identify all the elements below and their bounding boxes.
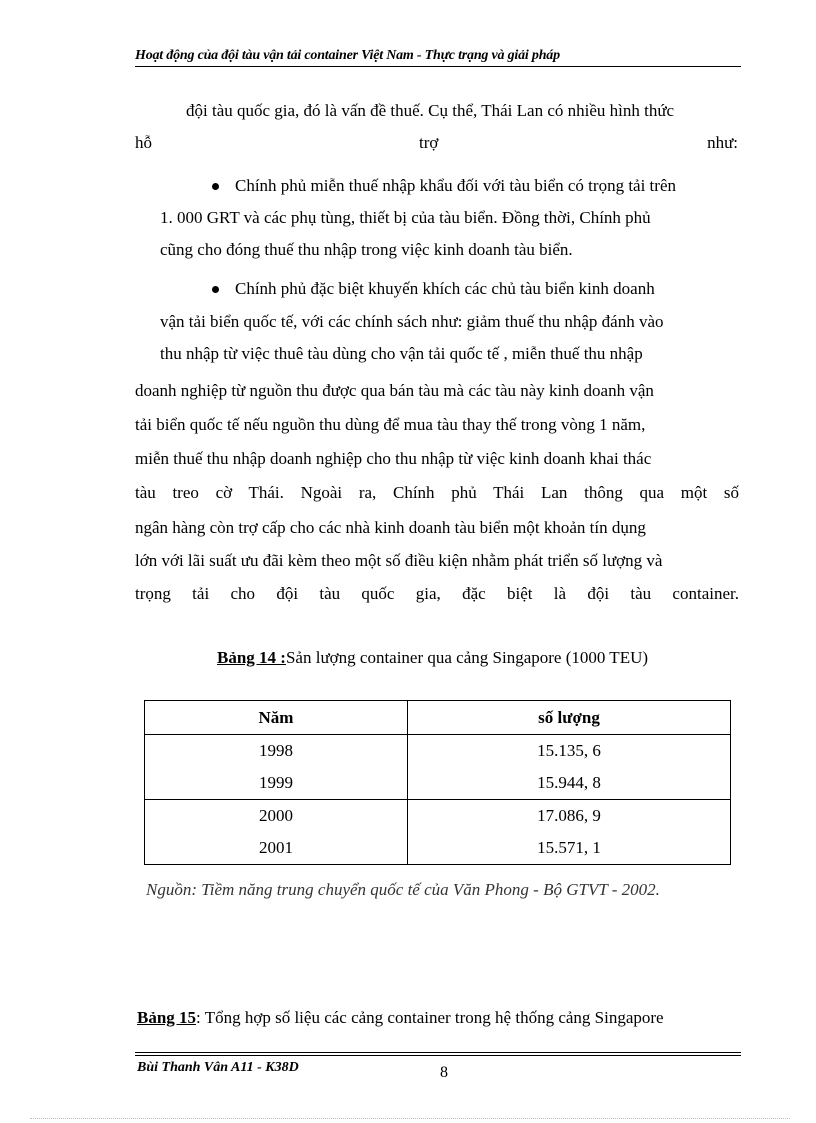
table-row xyxy=(145,735,731,768)
footer-rule xyxy=(135,1055,741,1056)
intro-word: trợ xyxy=(419,133,439,152)
table14-label: Bảng 14 : xyxy=(217,648,286,667)
bullet2-line-2: vận tải biển quốc tế, với các chính sách như: giảm thuế thu nhập đánh vào xyxy=(160,312,664,331)
table-cell: 1999 xyxy=(145,767,408,800)
body-line-7: trọng tải cho đội tàu quốc gia, đặc biệt là đội tàu container. xyxy=(135,584,739,603)
bullet1-line-2: 1. 000 GRT và các phụ tùng, thiết bị của tàu biển. Đồng thời, Chính phủ xyxy=(160,208,651,227)
intro-line-1: đội tàu quốc gia, đó là vấn đề thuế. Cụ thể, Thái Lan có nhiều hình thức xyxy=(186,101,675,120)
body-line-3: miễn thuế thu nhập doanh nghiệp cho thu nhập từ việc kinh doanh khai thác xyxy=(135,449,652,468)
table-cell: 15.944, 8 xyxy=(408,767,731,800)
body-line-2: tải biển quốc tế nếu nguồn thu dùng để mua tàu thay thế trong vòng 1 năm, xyxy=(135,415,646,434)
table-cell: 17.086, 9 xyxy=(408,800,731,833)
footer-rule xyxy=(135,1052,741,1053)
bullet1-line-3: cũng cho đóng thuế thu nhập trong việc kinh doanh tàu biển. xyxy=(160,240,573,259)
table-cell: 15.571, 1 xyxy=(408,832,731,865)
intro-word: hỗ xyxy=(135,133,152,152)
bullet-icon xyxy=(212,183,219,190)
table15-caption xyxy=(137,1008,664,1028)
header-rule xyxy=(135,66,741,67)
table-row xyxy=(145,800,731,833)
table-row xyxy=(145,767,731,800)
page-number: 8 xyxy=(440,1064,448,1081)
table14-title: Sản lượng container qua cảng Singapore (1000 TEU) xyxy=(285,648,649,667)
body-line-4: tàu treo cờ Thái. Ngoài ra, Chính phủ Thái Lan thông qua một số xyxy=(135,483,739,502)
table-cell: 2001 xyxy=(145,832,408,865)
table-header: Năm xyxy=(145,701,408,735)
table-header: số lượng xyxy=(408,701,731,735)
body-line-6: lớn với lãi suất ưu đãi kèm theo một số điều kiện nhằm phát triển số lượng và xyxy=(135,551,663,570)
table14-source: Nguồn: Tiềm năng trung chuyển quốc tế của Văn Phong - Bộ GTVT - 2002. xyxy=(146,880,660,899)
bullet2-line-1: Chính phủ đặc biệt khuyến khích các chủ tàu biển kinh doanh xyxy=(235,279,655,298)
table15-title: : Tổng hợp số liệu các cảng container trong hệ thống cảng Singapore xyxy=(196,1008,664,1027)
page-edge-divider xyxy=(30,1118,790,1119)
body-line-5: ngân hàng còn trợ cấp cho các nhà kinh doanh tàu biển một khoản tín dụng xyxy=(135,518,646,537)
intro-word: như: xyxy=(707,133,738,152)
body-line-1: doanh nghiệp từ nguồn thu được qua bán tàu mà các tàu này kinh doanh vận xyxy=(135,381,654,400)
bullet1-line-1: Chính phủ miễn thuế nhập khẩu đối với tàu biển có trọng tải trên xyxy=(235,176,676,195)
bullet2-line-3: thu nhập từ việc thuê tàu dùng cho vận tải quốc tế , miễn thuế thu nhập xyxy=(160,344,643,363)
table15-label: Bảng 15 xyxy=(137,1008,197,1027)
footer-author: Bùi Thanh Vân A11 - K38D xyxy=(137,1060,299,1075)
table14-caption xyxy=(217,648,648,668)
table-row xyxy=(145,832,731,865)
bullet-icon xyxy=(212,286,219,293)
table14 xyxy=(144,700,731,865)
table-cell: 2000 xyxy=(145,800,408,833)
running-header: Hoạt động của đội tàu vận tải container Việt Nam - Thực trạng và giải pháp xyxy=(135,48,560,63)
table-cell: 1998 xyxy=(145,735,408,768)
table-cell: 15.135, 6 xyxy=(408,735,731,768)
